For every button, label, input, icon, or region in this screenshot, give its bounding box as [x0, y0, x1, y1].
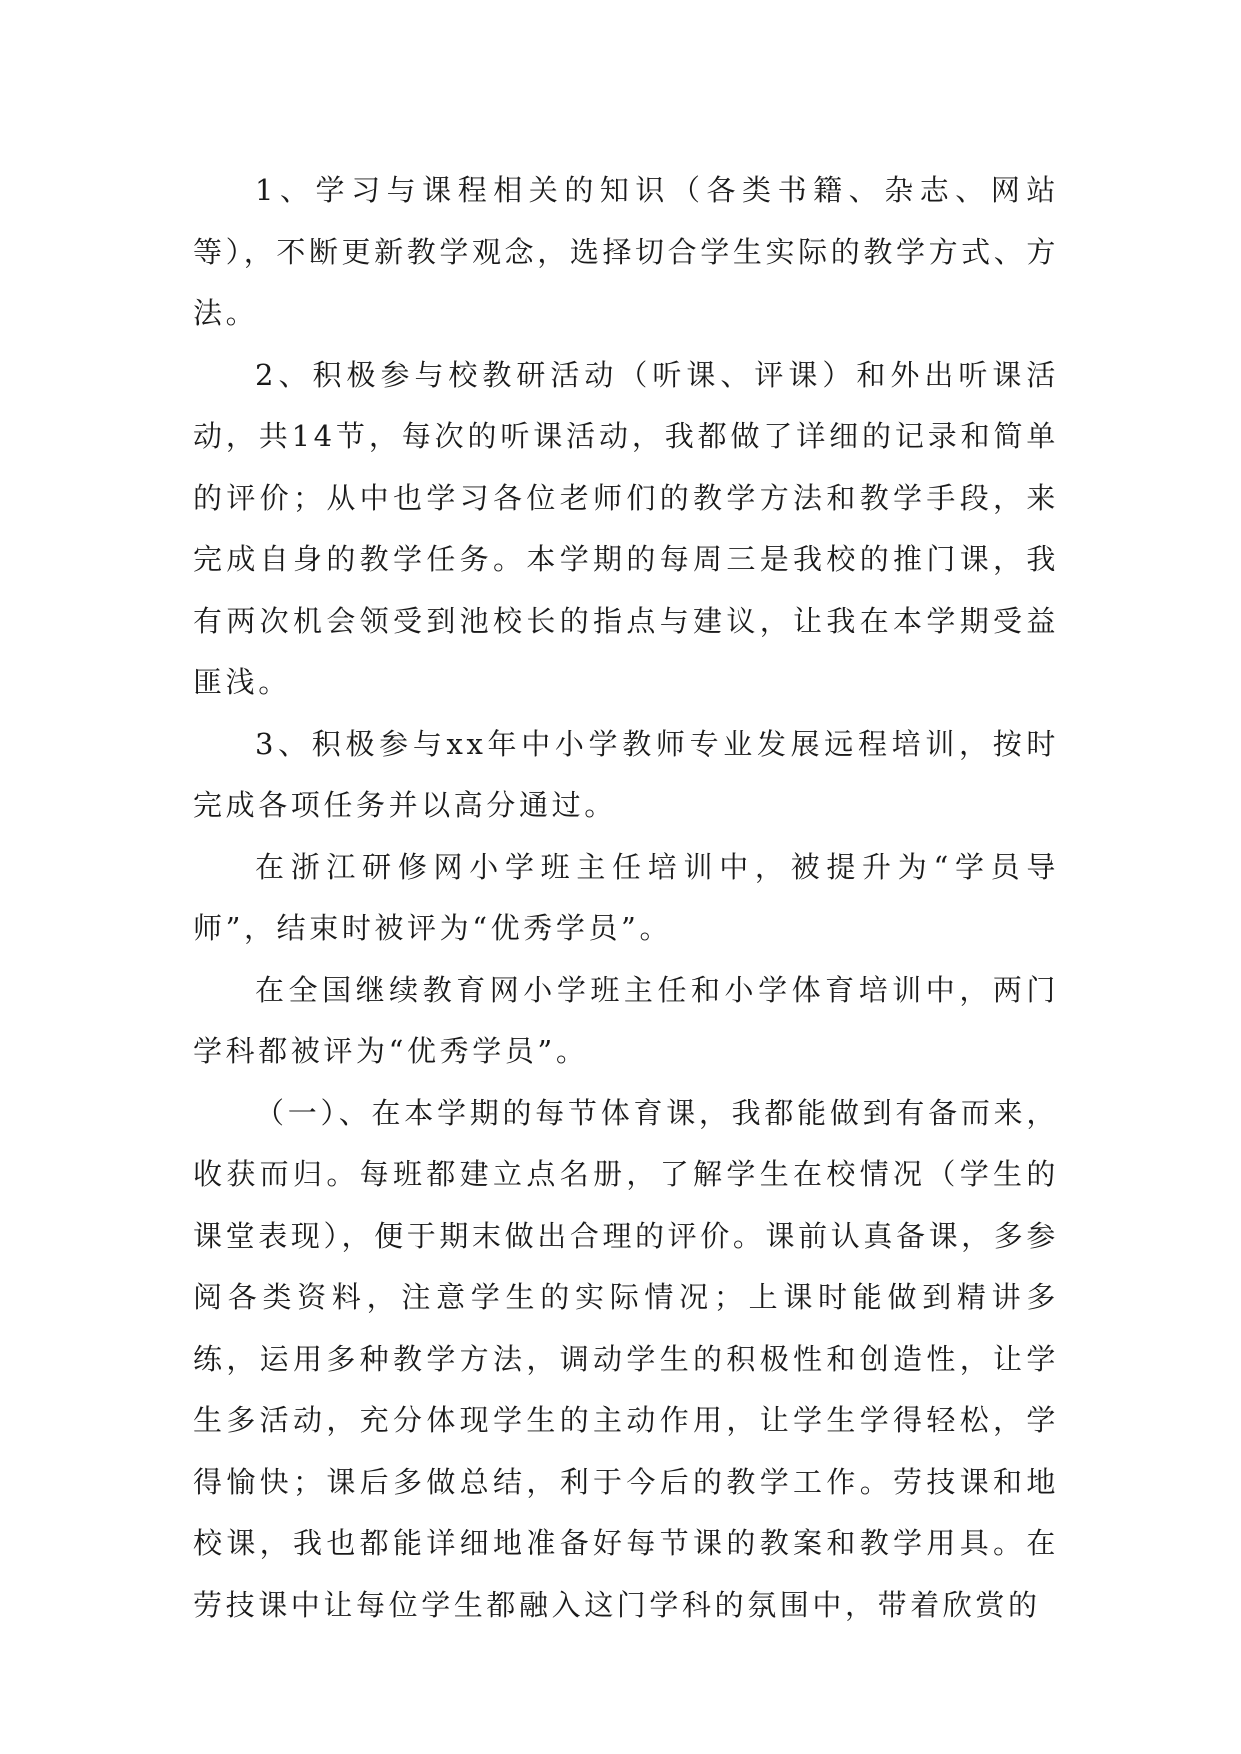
- paragraph-study-knowledge: 1、学习与课程相关的知识（各类书籍、杂志、网站等），不断更新教学观念，选择切合学生实际的教学方式、方法。: [193, 173, 1059, 330]
- paragraph-teaching-research: 2、积极参与校教研活动（听课、评课）和外出听课活动，共14节，每次的听课活动，我都做了详细的记录和简单的评价；从中也学习各位老师们的教学方法和教学手段，来完成自身的教学任务。本学期的每周三是我校的推门课，我有两次机会领受到池校长的指点与建议，让我在本学期受益匪浅。: [193, 357, 1059, 699]
- paragraph-pe-class: （一）、在本学期的每节体育课，我都能做到有备而来，收获而归。每班都建立点名册，了解学生在校情况（学生的课堂表现），便于期末做出合理的评价。课前认真备课，多参阅各类资料，注意学生的实际情况；上课时能做到精讲多练，运用多种教学方法，调动学生的积极性和创造性，让学生多活动，充分体现学生的主动作用，让学生学得轻松，学得愉快；课后多做总结，利于今后的教学工作。劳技课和地校课，我也都能详细地准备好每节课的教案和教学用具。在劳技课中让每位学生都融入这门学科的氛围中，带着欣赏的: [193, 1095, 1059, 1622]
- paragraph-zhejiang-training: 在浙江研修网小学班主任培训中，被提升为“学员导师”，结束时被评为“优秀学员”。: [193, 849, 1059, 945]
- paragraph-national-training: 在全国继续教育网小学班主任和小学体育培训中，两门学科都被评为“优秀学员”。: [193, 972, 1059, 1068]
- document-body: [193, 160, 1059, 1636]
- paragraph-remote-training: 3、积极参与xx年中小学教师专业发展远程培训，按时完成各项任务并以高分通过。: [193, 726, 1059, 822]
